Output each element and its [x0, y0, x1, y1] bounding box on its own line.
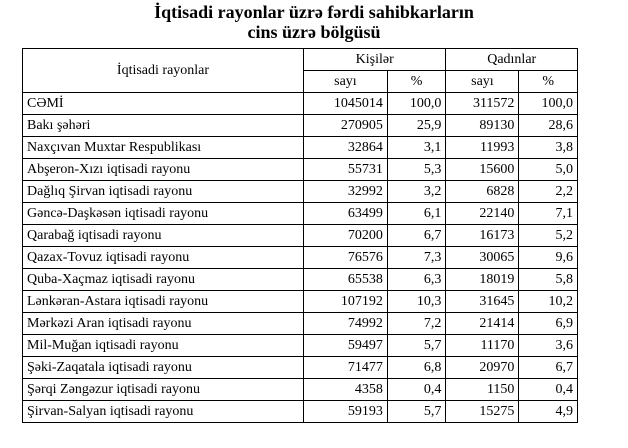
- region-name-cell: CƏMİ: [23, 93, 304, 115]
- table-row: [23, 225, 578, 247]
- women-percent-cell: 4,9: [519, 401, 578, 423]
- region-name-cell: Şərqi Zəngəzur iqtisadi rayonu: [23, 379, 304, 401]
- women-count-cell: 30065: [446, 247, 519, 269]
- women-count-cell: 31645: [446, 291, 519, 313]
- header-men-count: sayı: [304, 71, 388, 93]
- men-count-cell: 1045014: [304, 93, 388, 115]
- table-row: [23, 313, 578, 335]
- table-row: [23, 269, 578, 291]
- total-row: [23, 93, 578, 115]
- region-name-cell: Lənkəran-Astara iqtisadi rayonu: [23, 291, 304, 313]
- title-line-2: cins üzrə bölgüsü: [247, 22, 381, 42]
- region-name-cell: Bakı şəhəri: [23, 115, 304, 137]
- men-count-cell: 55731: [304, 159, 388, 181]
- table-row: [23, 401, 578, 423]
- data-table: [22, 48, 578, 423]
- men-percent-cell: 6,7: [387, 225, 446, 247]
- region-name-cell: Dağlıq Şirvan iqtisadi rayonu: [23, 181, 304, 203]
- header-women: Qadınlar: [446, 49, 578, 71]
- header-men-percent: %: [387, 71, 446, 93]
- men-percent-cell: 5,7: [387, 335, 446, 357]
- men-percent-cell: 5,3: [387, 159, 446, 181]
- region-name-cell: Quba-Xaçmaz iqtisadi rayonu: [23, 269, 304, 291]
- men-percent-cell: 7,3: [387, 247, 446, 269]
- women-count-cell: 21414: [446, 313, 519, 335]
- men-count-cell: 4358: [304, 379, 388, 401]
- women-count-cell: 22140: [446, 203, 519, 225]
- men-count-cell: 59497: [304, 335, 388, 357]
- men-count-cell: 270905: [304, 115, 388, 137]
- women-percent-cell: 100,0: [519, 93, 578, 115]
- men-count-cell: 107192: [304, 291, 388, 313]
- region-name-cell: Şirvan-Salyan iqtisadi rayonu: [23, 401, 304, 423]
- title-line-1: İqtisadi rayonlar üzrə fərdi sahibkarların: [154, 2, 474, 22]
- region-name-cell: Abşeron-Xızı iqtisadi rayonu: [23, 159, 304, 181]
- table-row: [23, 159, 578, 181]
- table-row: [23, 115, 578, 137]
- women-percent-cell: 28,6: [519, 115, 578, 137]
- men-percent-cell: 25,9: [387, 115, 446, 137]
- region-name-cell: Mərkəzi Aran iqtisadi rayonu: [23, 313, 304, 335]
- region-name-cell: Şəki-Zaqatala iqtisadi rayonu: [23, 357, 304, 379]
- table-row: [23, 247, 578, 269]
- women-percent-cell: 3,6: [519, 335, 578, 357]
- table-row: [23, 181, 578, 203]
- table-row: [23, 335, 578, 357]
- men-percent-cell: 100,0: [387, 93, 446, 115]
- men-count-cell: 59193: [304, 401, 388, 423]
- header-row-1: [23, 49, 578, 71]
- table-row: [23, 357, 578, 379]
- men-percent-cell: 6,8: [387, 357, 446, 379]
- men-count-cell: 65538: [304, 269, 388, 291]
- men-count-cell: 76576: [304, 247, 388, 269]
- men-percent-cell: 10,3: [387, 291, 446, 313]
- women-count-cell: 311572: [446, 93, 519, 115]
- men-percent-cell: 5,7: [387, 401, 446, 423]
- women-percent-cell: 7,1: [519, 203, 578, 225]
- table-row: [23, 203, 578, 225]
- women-percent-cell: 6,7: [519, 357, 578, 379]
- women-percent-cell: 10,2: [519, 291, 578, 313]
- men-percent-cell: 3,1: [387, 137, 446, 159]
- header-region: İqtisadi rayonlar: [23, 49, 304, 93]
- men-count-cell: 32864: [304, 137, 388, 159]
- women-count-cell: 16173: [446, 225, 519, 247]
- table-row: [23, 379, 578, 401]
- women-percent-cell: 0,4: [519, 379, 578, 401]
- men-percent-cell: 6,3: [387, 269, 446, 291]
- women-count-cell: 15600: [446, 159, 519, 181]
- women-percent-cell: 2,2: [519, 181, 578, 203]
- men-count-cell: 32992: [304, 181, 388, 203]
- women-percent-cell: 6,9: [519, 313, 578, 335]
- women-percent-cell: 5,0: [519, 159, 578, 181]
- women-percent-cell: 5,8: [519, 269, 578, 291]
- region-name-cell: Naxçıvan Muxtar Respublikası: [23, 137, 304, 159]
- table-row: [23, 291, 578, 313]
- region-name-cell: Mil-Muğan iqtisadi rayonu: [23, 335, 304, 357]
- men-count-cell: 70200: [304, 225, 388, 247]
- women-count-cell: 89130: [446, 115, 519, 137]
- men-count-cell: 71477: [304, 357, 388, 379]
- men-percent-cell: 6,1: [387, 203, 446, 225]
- women-percent-cell: 3,8: [519, 137, 578, 159]
- men-count-cell: 74992: [304, 313, 388, 335]
- table-row: [23, 137, 578, 159]
- men-percent-cell: 7,2: [387, 313, 446, 335]
- header-women-percent: %: [519, 71, 578, 93]
- region-name-cell: Gəncə-Daşkəsən iqtisadi rayonu: [23, 203, 304, 225]
- header-women-count: sayı: [446, 71, 519, 93]
- men-count-cell: 63499: [304, 203, 388, 225]
- women-count-cell: 20970: [446, 357, 519, 379]
- women-count-cell: 18019: [446, 269, 519, 291]
- men-percent-cell: 3,2: [387, 181, 446, 203]
- women-count-cell: 11170: [446, 335, 519, 357]
- region-name-cell: Qazax-Tovuz iqtisadi rayonu: [23, 247, 304, 269]
- women-percent-cell: 9,6: [519, 247, 578, 269]
- women-count-cell: 1150: [446, 379, 519, 401]
- table-title: [0, 2, 628, 42]
- region-name-cell: Qarabağ iqtisadi rayonu: [23, 225, 304, 247]
- men-percent-cell: 0,4: [387, 379, 446, 401]
- header-men: Kişilər: [304, 49, 446, 71]
- women-percent-cell: 5,2: [519, 225, 578, 247]
- table-body: [23, 93, 578, 423]
- women-count-cell: 15275: [446, 401, 519, 423]
- women-count-cell: 6828: [446, 181, 519, 203]
- women-count-cell: 11993: [446, 137, 519, 159]
